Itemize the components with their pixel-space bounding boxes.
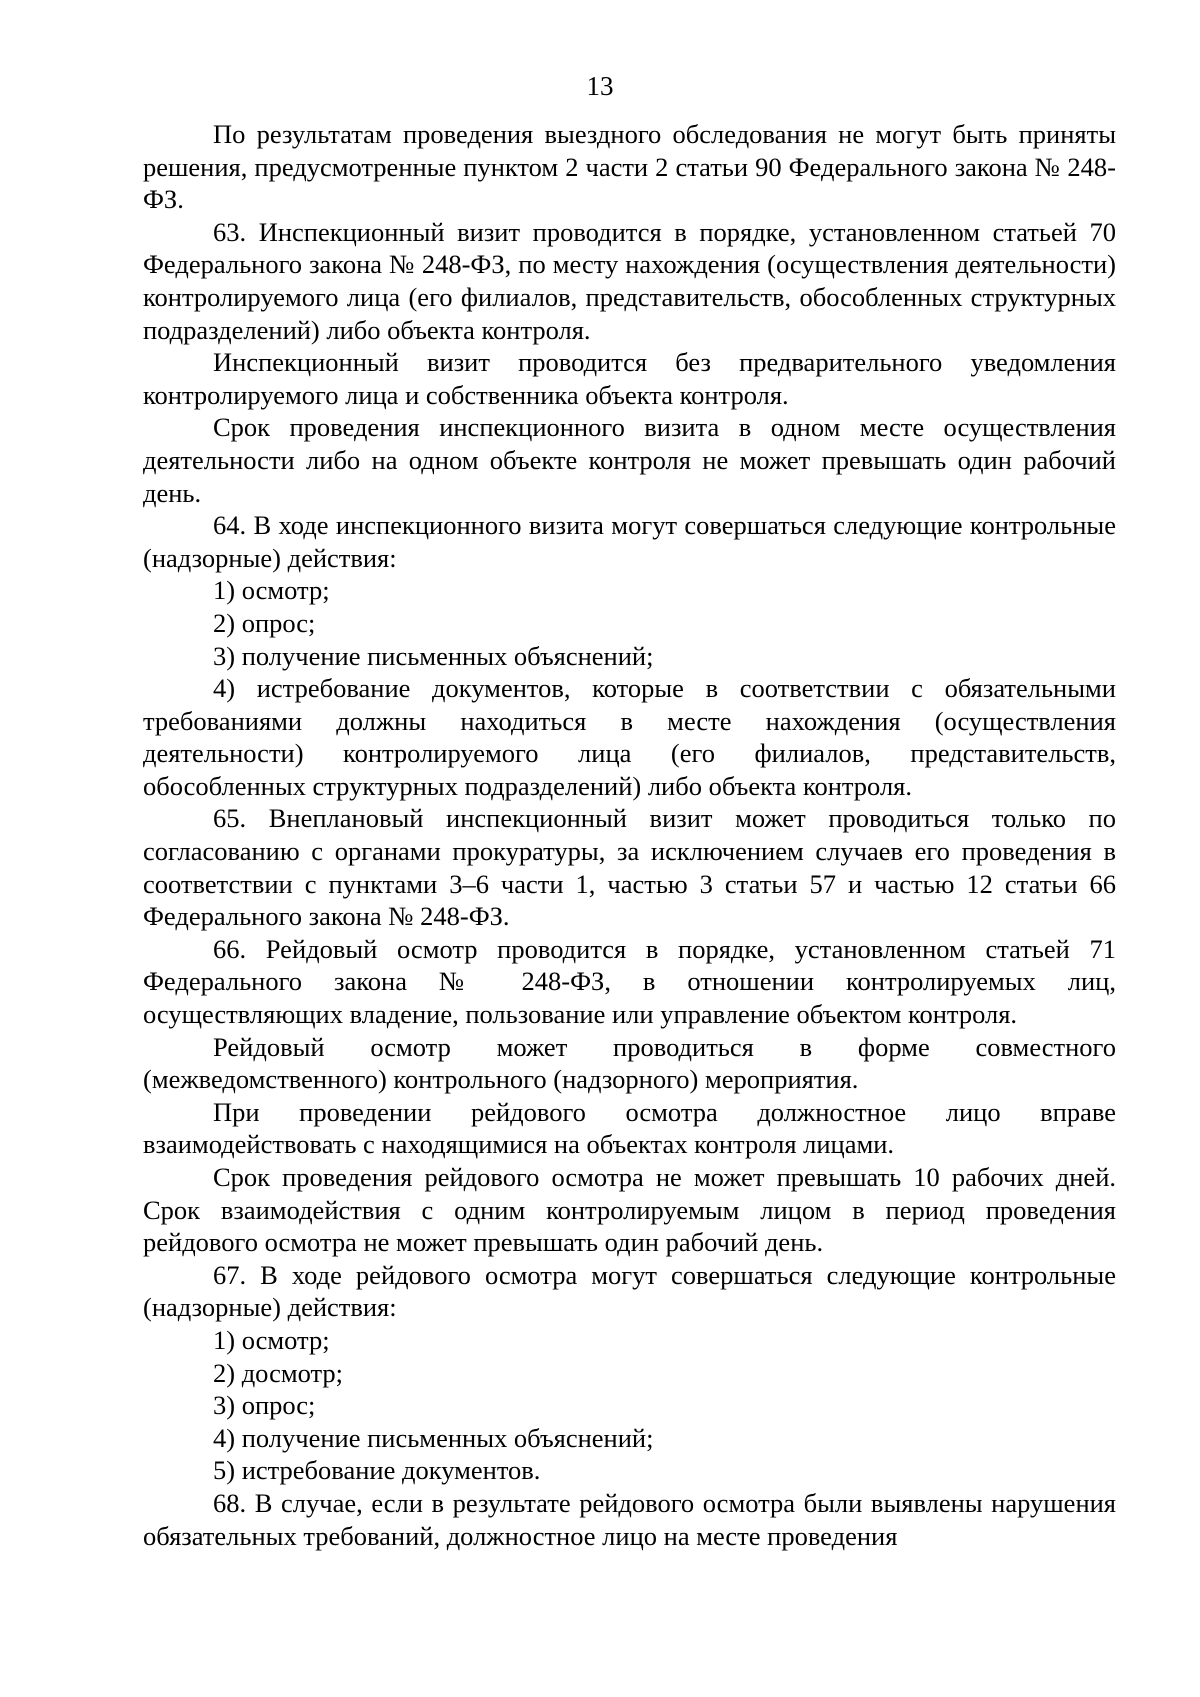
paragraph-64: 64. В ходе инспекционного визита могут совершаться следующие контрольные (надзорные) действия: [143, 510, 1116, 573]
list-item: 5) истребование документов. [213, 1455, 541, 1486]
list-item: 4) истребование документов, которые в соответствии с обязательными требованиями должны находиться в месте нахождения (осуществления деятельности) контролируемого лица (его филиалов, представительств, обособленных структурных подразделений) либо объекта контроля. [143, 673, 1116, 801]
list-item: 1) осмотр; [213, 1324, 330, 1355]
paragraph-67: 67. В ходе рейдового осмотра могут совершаться следующие контрольные (надзорные) действия: [143, 1259, 1116, 1323]
paragraph-inspection-visit-no-notice: Инспекционный визит проводится без предварительного уведомления контролируемого лица и собственника объекта контроля. [143, 347, 1116, 410]
paragraph-inspection-survey-results: По результатам проведения выездного обследования не могут быть приняты решения, предусмотренные пунктом 2 части 2 статьи 90 Федерального закона № 248-ФЗ. [143, 119, 1116, 215]
paragraph-65: 65. Внеплановый инспекционный визит может проводиться только по согласованию с органами прокуратуры, за исключением случаев его проведения в соответствии с пунктами 3–6 части 1, частью 3 статьи 57 и частью 12 статьи 66 Федерального закона № 248-ФЗ. [143, 803, 1116, 932]
paragraph-raid-inspection-joint-form: Рейдовый осмотр может проводиться в форме совместного (межведомственного) контрольного (надзорного) мероприятия. [143, 1031, 1116, 1095]
paragraph-raid-inspection-duration: Срок проведения рейдового осмотра не может превышать 10 рабочих дней. Срок взаимодействия с одним контролируемым лицом в период проведения рейдового осмотра не может превышать один рабочий день. [143, 1162, 1116, 1258]
list-item: 3) опрос; [213, 1390, 316, 1421]
list-item: 2) досмотр; [213, 1357, 344, 1388]
paragraph-inspection-visit-duration: Срок проведения инспекционного визита в одном месте осуществления деятельности либо на одном объекте контроля не может превышать один рабочий день. [143, 412, 1116, 508]
list-item: 4) получение письменных объяснений; [213, 1422, 654, 1453]
paragraph-68: 68. В случае, если в результате рейдового осмотра были выявлены нарушения обязательных требований, должностное лицо на месте проведения [143, 1487, 1116, 1551]
list-item: 3) получение письменных объяснений; [213, 640, 654, 671]
paragraph-66: 66. Рейдовый осмотр проводится в порядке, установленном статьей 71 Федерального закона № 248-ФЗ, в отношении контролируемых лиц, осуществляющих владение, пользование или управление объектом контроля. [143, 933, 1116, 1030]
paragraph-raid-inspection-interaction: При проведении рейдового осмотра должностное лицо вправе взаимодействовать с находящимися на объектах контроля лицами. [143, 1096, 1116, 1160]
paragraph-63: 63. Инспекционный визит проводится в порядке, установленном статьей 70 Федерального закона № 248-ФЗ, по месту нахождения (осуществления деятельности) контролируемого лица (его филиалов, представительств, обособленных структурных подразделений) либо объекта контроля. [143, 216, 1116, 345]
list-item: 2) опрос; [213, 607, 316, 638]
list-item: 1) осмотр; [213, 575, 330, 606]
document-body [143, 118, 1116, 1552]
page-number: 13 [586, 71, 614, 101]
